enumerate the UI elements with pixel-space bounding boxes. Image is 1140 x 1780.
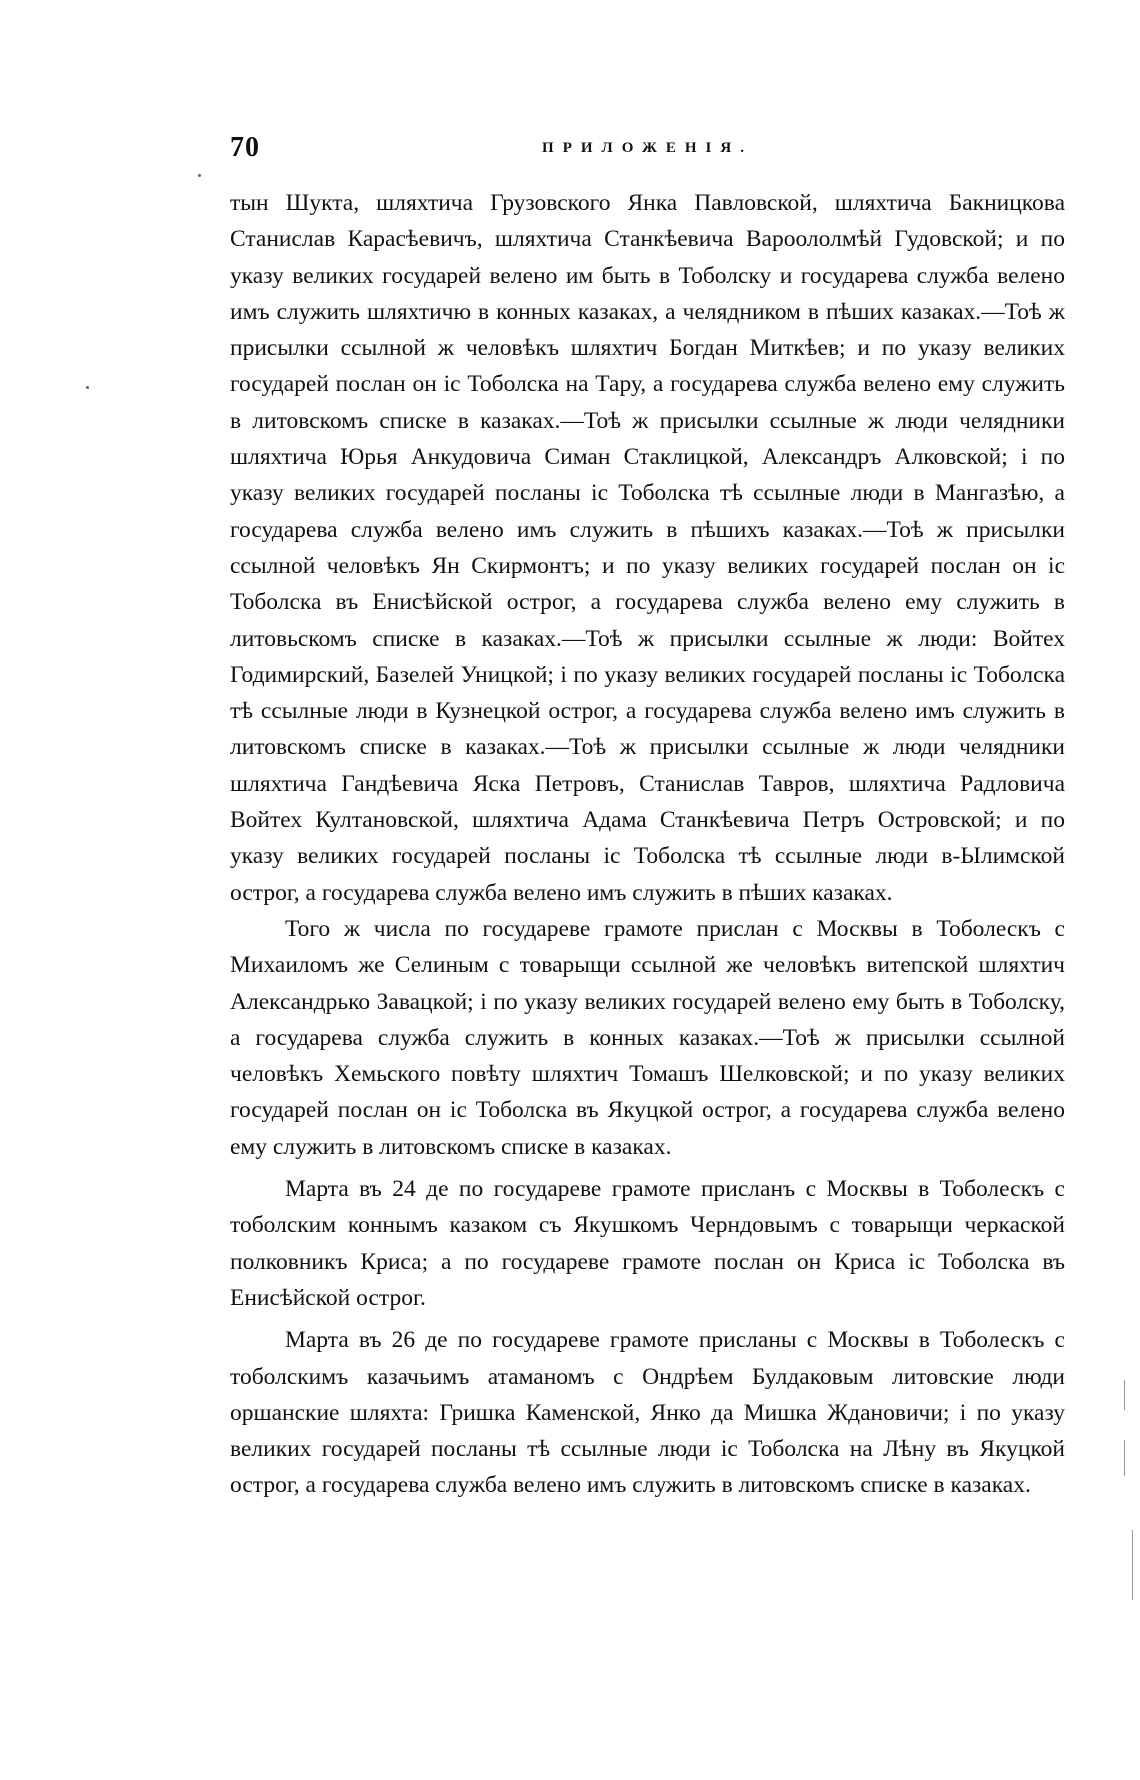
running-title: ПРИЛОЖЕНІЯ. bbox=[542, 140, 753, 156]
paragraph-4: Марта въ 26 де по государеве грамоте присланы с Москвы в Тоболескъ с тоболскимъ казачьимъ атаманомъ с Ондрѣем Булдаковым литовские люди оршанские шляхта: Гришка Каменской, Янко да Мишка Ждановичи; і по указу великих государей посланы тѣ ссылные люди іс Тоболска на Лѣну въ Якуцкой острог, а государева служба велено имъ служить в литовскомъ списке в казаках. bbox=[230, 1327, 1065, 1499]
scan-margin-mark bbox=[1132, 1530, 1133, 1600]
paragraph-1: тын Шукта, шляхтича Грузовского Янка Павловской, шляхтича Бакницкова Станислав Карасѣевичъ, шляхтича Станкѣевича Вароололмѣй Гудовской; и по указу великих государей велено им быть в Тоболску и государева служба велено имъ служить шляхтичю в конных казаках, а челядником в пѣших казаках.—Тоѣ ж присылки ссылной ж человѣкъ шляхтич Богдан Миткѣев; и по указу великих государей послан он іс Тоболска на Тару, а государева служба велено ему служить в литовскомъ списке в казаках.—Тоѣ ж присылки ссылные ж люди челядники шляхтича Юрья Анкудовича Симан Стаклицкой, Александръ Алковской; і по указу великих государей посланы іс Тоболска тѣ ссылные люди в Мангазѣю, а государева служба велено имъ служить в пѣшихъ казаках.—Тоѣ ж присылки ссылной человѣкъ Ян Скирмонтъ; и по указу великих государей послан он іс Тоболска въ Енисѣйской острог, а государева служба велено ему служить в литовьскомъ списке в казаках.—Тоѣ ж присылки ссылные ж люди: Войтех Годимирский, Базелей Уницкой; і по указу великих государей посланы іс Тоболска тѣ ссылные люди в Кузнецкой острог, а государева служба велено имъ служить в литовскомъ списке в казаках.—Тоѣ ж присылки ссылные ж люди челядники шляхтича Гандѣевича Яска Петровъ, Станислав Тавров, шляхтича Радловича Войтех Култановской, шляхтича Адама Станкѣевича Петръ Островской; и по указу великих государей посланы іс Тоболска тѣ ссылные люди в-Ылимской острог, а государева служба велено имъ служить в пѣших казаках. bbox=[230, 190, 1065, 906]
page-number: 70 bbox=[230, 132, 260, 163]
scan-speck bbox=[198, 174, 201, 177]
page-header bbox=[230, 132, 1065, 168]
scan-margin-mark bbox=[1124, 1440, 1125, 1476]
scan-margin-mark bbox=[1124, 1380, 1125, 1410]
paragraph-2: Того ж числа по государеве грамоте прислан с Москвы в Тоболескъ с Михаиломъ же Селиным с товарыщи ссылной же человѣкъ витепской шляхтич Александрько Завацкой; і по указу великих государей велено ему быть в Тоболску, а государева служба служить в конных казаках.—Тоѣ ж присылки ссылной человѣкъ Хемьского повѣту шляхтич Томашъ Шелковской; и по указу великих государей послан он іс Тоболска въ Якуцкой острог, а государева служба велено ему служить в литовскомъ списке в казаках. bbox=[230, 915, 1065, 1160]
body-text bbox=[230, 185, 1065, 1504]
paragraph-3: Марта въ 24 де по государеве грамоте присланъ с Москвы в Тоболескъ с тоболским коннымъ казаком съ Якушкомъ Черндовымъ с товарыщи черкаской полковникъ Криса; а по государеве грамоте послан он Криса іс Тоболска въ Енисѣйской острог. bbox=[230, 1176, 1065, 1311]
scan-speck bbox=[86, 386, 89, 389]
